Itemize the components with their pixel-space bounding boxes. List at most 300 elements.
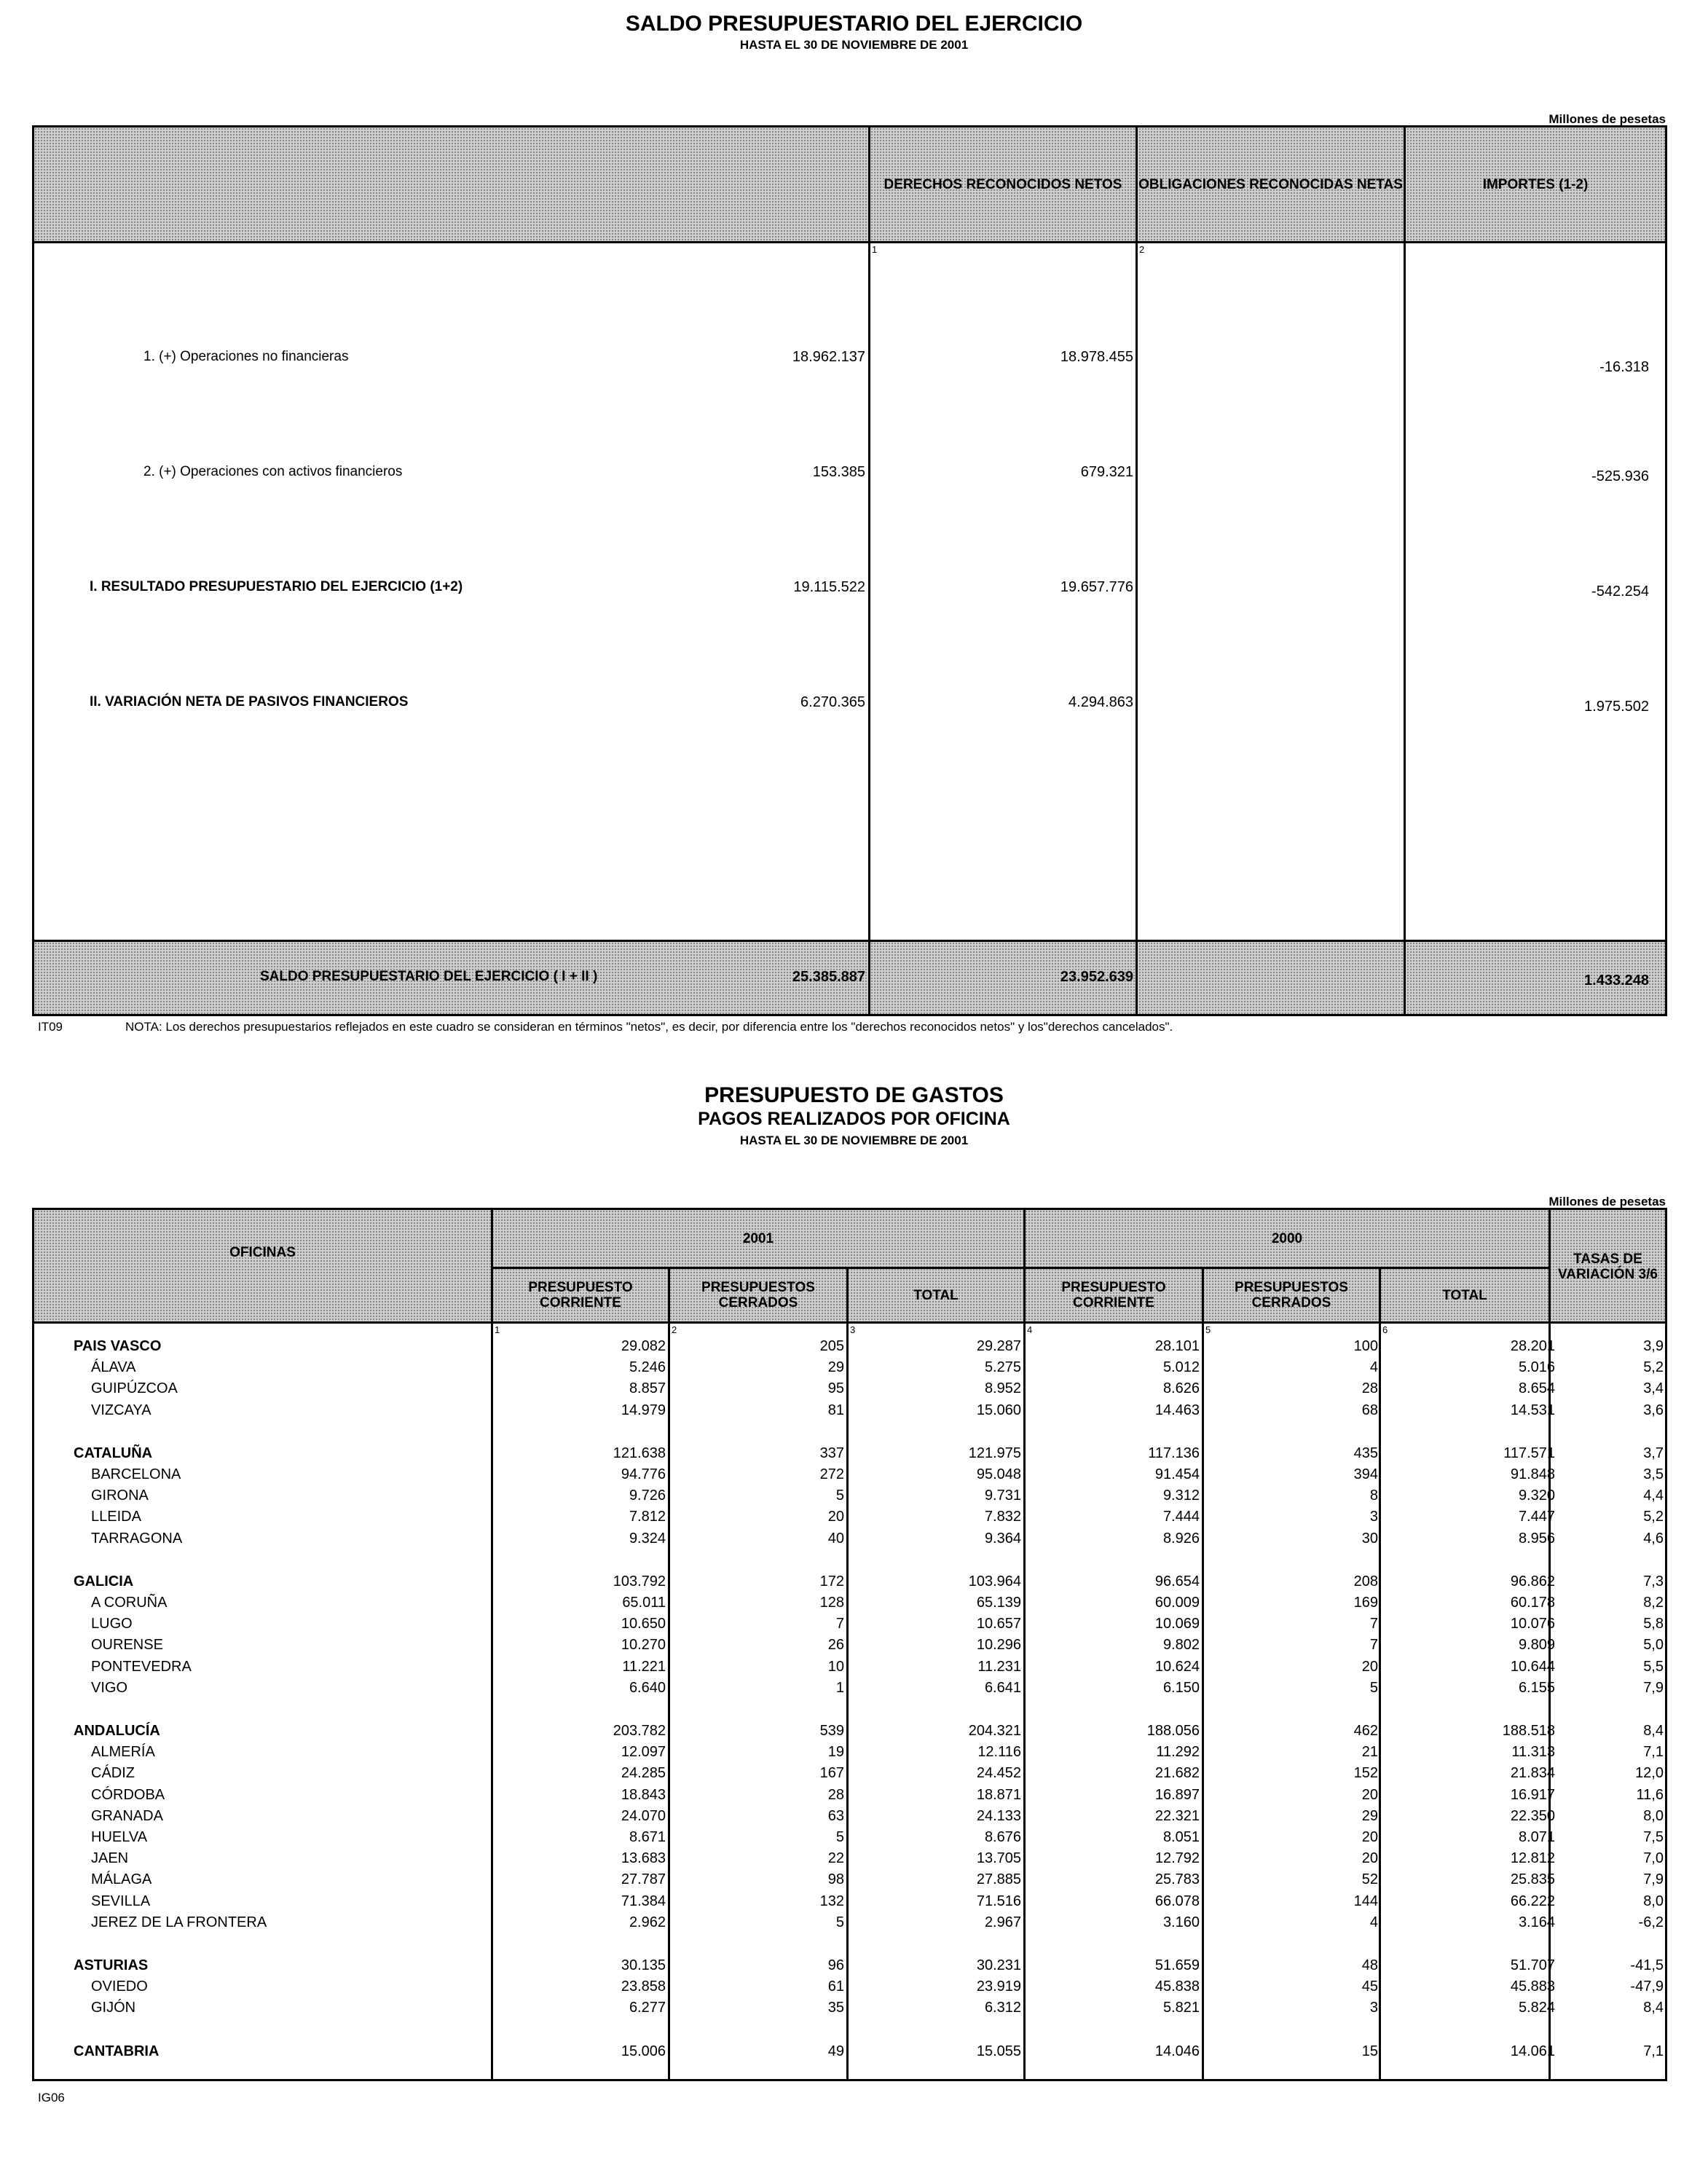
table-row [34,1723,1683,1744]
cell-corriente-2000: 60.009 [1154,1595,1200,1611]
cell-total-2001: 6.312 [984,2000,1021,2016]
cell-corriente-2001: 9.324 [629,1530,666,1547]
table-row [34,1744,1683,1765]
cell-cerrados-2000: 45 [1361,1978,1378,1995]
cell-total-2000: 7.447 [1518,1509,1555,1525]
cell-corriente-2001: 203.782 [613,1723,666,1739]
cell-corriente-2001: 6.640 [629,1679,666,1696]
cell-cerrados-2000: 462 [1353,1723,1378,1739]
cell-tasa-variacion: 4,4 [1643,1488,1664,1504]
oficina-name: VIZCAYA [91,1402,151,1418]
colnum-4: 4 [1027,1324,1033,1335]
cell-total-2001: 5.275 [984,1359,1021,1376]
cell-corriente-2001: 103.792 [613,1573,666,1589]
cell-total-2001: 9.364 [984,1530,1021,1547]
row-label: I. RESULTADO PRESUPUESTARIO DEL EJERCICIO (1+2) [90,579,463,594]
row-label: II. VARIACIÓN NETA DE PASIVOS FINANCIEROS [90,694,409,710]
cell-cerrados-2000: 15 [1361,2043,1378,2059]
row-label: 1. (+) Operaciones no financieras [143,349,349,364]
cell-cerrados-2001: 81 [827,1402,844,1418]
oficina-name: CATALUÑA [74,1445,153,1461]
cell-cerrados-2001: 19 [827,1744,844,1761]
cell-total-2001: 95.048 [976,1466,1021,1482]
cell-total-2000: 3.164 [1518,1914,1555,1930]
cell-total-2000: 12.812 [1510,1850,1555,1867]
oficina-name: CÓRDOBA [91,1786,165,1803]
table-row [34,1616,1683,1637]
oficina-name: OURENSE [91,1637,163,1654]
cell-corriente-2000: 7.444 [1162,1509,1200,1525]
cell-cerrados-2001: 272 [819,1466,844,1482]
oficina-name: JAEN [91,1850,129,1867]
cell-cerrados-2000: 21 [1361,1744,1378,1761]
cell-corriente-2001: 29.082 [621,1338,666,1354]
cell-total-2000: 11.313 [1511,1744,1555,1761]
table1-title: SALDO PRESUPUESTARIO DEL EJERCICIO [625,12,1083,36]
cell-total-2000: 22.350 [1510,1807,1555,1824]
row-importes: -525.936 [1591,468,1649,484]
cell-cerrados-2001: 5 [835,1914,844,1930]
cell-cerrados-2000: 394 [1353,1466,1378,1482]
cell-cerrados-2001: 128 [819,1595,844,1611]
cell-tasa-variacion: 4,6 [1643,1530,1664,1547]
cell-cerrados-2000: 4 [1369,1359,1378,1376]
cell-corriente-2000: 5.012 [1162,1359,1200,1376]
cell-corriente-2000: 14.463 [1154,1402,1200,1418]
cell-total-2000: 25.835 [1510,1871,1555,1888]
colnum-2: 2 [672,1324,677,1335]
colnum-5: 5 [1205,1324,1211,1335]
header-obligaciones: OBLIGACIONES RECONOCIDAS NETAS [1138,176,1403,192]
cell-tasa-variacion: 8,4 [1643,1723,1664,1739]
table-row [34,2000,1683,2021]
table-row [34,1359,1683,1380]
cell-corriente-2001: 5.246 [629,1359,666,1376]
cell-corriente-2001: 8.857 [629,1380,666,1397]
cell-cerrados-2000: 5 [1369,1679,1378,1696]
cell-cerrados-2000: 8 [1369,1488,1378,1504]
table-row [34,1957,1683,1978]
cell-tasa-variacion: 7,0 [1643,1850,1664,1867]
oficina-name: LLEIDA [91,1509,141,1525]
cell-tasa-variacion: 7,3 [1643,1573,1664,1589]
table-row [34,1829,1683,1850]
table-row [34,1680,1683,1701]
table-row [34,1509,1683,1530]
oficina-name: GIRONA [91,1488,149,1504]
table1-note: NOTA: Los derechos presupuestarios reflejados en este cuadro se consideran en términos "netos", es decir, por diferencia entre los "derechos reconocidos netos" y los"derechos cancelados". [125,1020,1173,1034]
cell-corriente-2000: 11.292 [1156,1744,1200,1761]
cell-tasa-variacion: 7,5 [1643,1829,1664,1845]
oficina-name: CÁDIZ [91,1765,135,1782]
cell-corriente-2000: 21.682 [1154,1765,1200,1782]
table1-code: IT09 [38,1020,63,1034]
table-row [34,2043,1683,2064]
cell-corriente-2000: 22.321 [1154,1807,1200,1824]
header-total-2000: TOTAL [1442,1287,1487,1303]
cell-cerrados-2000: 29 [1361,1807,1378,1824]
cell-total-2000: 5.016 [1518,1359,1555,1376]
cell-tasa-variacion: 3,7 [1643,1445,1664,1461]
table2-subtitle: PAGOS REALIZADOS POR OFICINA [698,1109,1010,1129]
cell-total-2001: 18.871 [976,1786,1021,1803]
cell-total-2001: 30.231 [976,1957,1021,1973]
header-year-2000: 2000 [1271,1230,1303,1246]
cell-tasa-variacion: 12,0 [1635,1765,1664,1782]
cell-cerrados-2001: 167 [819,1765,844,1782]
table-row [34,1338,1683,1359]
cell-cerrados-2000: 48 [1361,1957,1378,1973]
cell-tasa-variacion: 5,8 [1643,1616,1664,1632]
cell-total-2001: 121.975 [968,1445,1021,1461]
table2-code: IG06 [38,2091,65,2105]
cell-total-2000: 91.848 [1510,1466,1555,1482]
cell-tasa-variacion: 8,2 [1643,1595,1664,1611]
oficina-name: SEVILLA [91,1893,151,1909]
cell-corriente-2001: 10.270 [621,1637,666,1654]
cell-total-2001: 15.060 [976,1402,1021,1418]
table-row [34,1445,1683,1466]
colnum-1: 1 [872,244,878,255]
cell-cerrados-2001: 172 [819,1573,844,1589]
cell-cerrados-2001: 40 [827,1530,844,1547]
cell-total-2000: 96.862 [1510,1573,1555,1589]
cell-total-2000: 8.654 [1518,1380,1555,1397]
header-total-2001: TOTAL [913,1287,959,1303]
cell-total-2001: 204.321 [968,1723,1021,1739]
oficina-name: JEREZ DE LA FRONTERA [91,1914,267,1930]
cell-cerrados-2000: 169 [1353,1595,1378,1611]
cell-total-2001: 24.133 [976,1807,1021,1824]
oficina-name: BARCELONA [91,1466,181,1482]
cell-corriente-2000: 8.051 [1162,1829,1200,1845]
cell-corriente-2000: 117.136 [1148,1445,1200,1461]
cell-total-2001: 103.964 [968,1573,1021,1589]
oficina-name: LUGO [91,1616,133,1632]
cell-cerrados-2001: 49 [827,2043,844,2059]
cell-corriente-2001: 10.650 [621,1616,666,1632]
row-derechos: 19.115.522 [793,579,865,595]
cell-corriente-2001: 13.683 [621,1850,666,1867]
cell-corriente-2001: 14.979 [621,1402,666,1418]
cell-corriente-2000: 45.838 [1154,1978,1200,1995]
table-row [34,1380,1683,1402]
table2-units: Millones de pesetas [1548,1195,1666,1209]
header-year-2001: 2001 [742,1230,774,1246]
cell-cerrados-2000: 144 [1353,1893,1378,1909]
cell-cerrados-2001: 95 [827,1380,844,1397]
cell-corriente-2001: 11.221 [622,1658,666,1675]
oficina-name: PONTEVEDRA [91,1658,192,1675]
oficina-name: GRANADA [91,1807,163,1824]
cell-corriente-2000: 25.783 [1154,1871,1200,1888]
cell-total-2000: 9.320 [1518,1488,1555,1504]
cell-tasa-variacion: -6,2 [1638,1914,1664,1930]
row-label: 2. (+) Operaciones con activos financieros [143,464,403,479]
cell-tasa-variacion: 3,6 [1643,1402,1664,1418]
colnum-1: 1 [495,1324,500,1335]
table-row [34,1914,1683,1936]
oficina-name: GIJÓN [91,2000,136,2016]
row-obligaciones: 18.978.455 [1060,349,1133,365]
cell-tasa-variacion: 3,5 [1643,1466,1664,1482]
header-cerrados-2001: PRESUPUESTOS CERRADOS [701,1280,815,1310]
table-row [34,1978,1683,2000]
cell-corriente-2000: 9.312 [1162,1488,1200,1504]
oficina-name: CANTABRIA [74,2043,160,2059]
cell-total-2001: 2.967 [984,1914,1021,1930]
header-importes: IMPORTES (1-2) [1482,176,1589,192]
colnum-3: 3 [850,1324,856,1335]
cell-total-2001: 9.731 [984,1488,1021,1504]
cell-cerrados-2001: 1 [835,1679,844,1696]
oficina-name: GALICIA [74,1573,134,1589]
cell-cerrados-2001: 5 [835,1488,844,1504]
cell-total-2001: 8.676 [984,1829,1021,1845]
cell-corriente-2001: 30.135 [621,1957,666,1973]
cell-total-2001: 13.705 [976,1850,1021,1867]
cell-cerrados-2001: 63 [827,1807,844,1824]
cell-corriente-2000: 6.150 [1162,1679,1200,1696]
cell-corriente-2000: 28.101 [1154,1338,1200,1354]
row-obligaciones: 4.294.863 [1069,694,1133,710]
cell-total-2001: 7.832 [984,1509,1021,1525]
table-row [34,1871,1683,1893]
cell-total-2000: 6.155 [1518,1679,1555,1696]
cell-cerrados-2000: 3 [1369,2000,1378,2016]
cell-corriente-2000: 10.069 [1154,1616,1200,1632]
row-importes: -542.254 [1591,583,1649,600]
cell-total-2000: 188.518 [1502,1723,1555,1739]
cell-total-2001: 71.516 [976,1893,1021,1909]
cell-corriente-2001: 27.787 [621,1871,666,1888]
cell-cerrados-2000: 208 [1353,1573,1378,1589]
oficina-name: ALMERÍA [91,1744,155,1761]
cell-total-2001: 29.287 [976,1338,1021,1354]
cell-corriente-2001: 7.812 [629,1509,666,1525]
cell-total-2000: 60.178 [1510,1595,1555,1611]
cell-cerrados-2001: 35 [827,2000,844,2016]
table-row [34,1637,1683,1658]
cell-total-2001: 10.657 [976,1616,1021,1632]
oficina-name: ASTURIAS [74,1957,149,1973]
cell-corriente-2001: 9.726 [629,1488,666,1504]
oficina-name: VIGO [91,1679,128,1696]
row-derechos: 6.270.365 [800,694,865,710]
table-row [34,1488,1683,1509]
cell-total-2000: 10.076 [1510,1616,1555,1632]
table-row [34,1402,1683,1423]
cell-corriente-2001: 121.638 [613,1445,666,1461]
table-row [34,1765,1683,1786]
cell-tasa-variacion: 7,1 [1643,2043,1664,2059]
oficina-name: ÁLAVA [91,1359,136,1376]
cell-cerrados-2000: 68 [1361,1402,1378,1418]
cell-cerrados-2001: 205 [819,1338,844,1354]
cell-tasa-variacion: 7,9 [1643,1679,1664,1696]
cell-total-2000: 117.571 [1503,1445,1555,1461]
cell-cerrados-2001: 61 [827,1978,844,1995]
cell-corriente-2001: 65.011 [622,1595,666,1611]
total-obligaciones: 23.952.639 [1060,969,1133,985]
cell-total-2000: 9.809 [1518,1637,1555,1654]
header-cerrados-2000: PRESUPUESTOS CERRADOS [1235,1280,1348,1310]
cell-tasa-variacion: 7,9 [1643,1871,1664,1888]
cell-total-2000: 21.834 [1510,1765,1555,1782]
cell-cerrados-2000: 100 [1353,1338,1378,1354]
cell-total-2001: 11.231 [977,1658,1021,1675]
cell-cerrados-2001: 29 [827,1359,844,1376]
oficina-name: GUIPÚZCOA [91,1380,178,1397]
cell-total-2001: 6.641 [984,1679,1021,1696]
header-corriente-2000: PRESUPUESTO CORRIENTE [1061,1280,1166,1310]
cell-cerrados-2000: 28 [1361,1380,1378,1397]
cell-corriente-2000: 8.926 [1162,1530,1200,1547]
table-row [34,1850,1683,1871]
cell-cerrados-2000: 7 [1369,1616,1378,1632]
cell-total-2000: 14.061 [1510,2043,1555,2059]
cell-cerrados-2001: 132 [819,1893,844,1909]
cell-tasa-variacion: 5,2 [1643,1509,1664,1525]
oficina-name: A CORUÑA [91,1595,168,1611]
total-importes: 1.433.248 [1584,972,1649,989]
table-row [34,1466,1683,1488]
table1 [32,125,1667,1016]
cell-cerrados-2001: 26 [827,1637,844,1654]
cell-total-2000: 28.201 [1510,1338,1555,1354]
cell-cerrados-2001: 20 [827,1509,844,1525]
cell-cerrados-2000: 52 [1361,1871,1378,1888]
header-corriente-2001: PRESUPUESTO CORRIENTE [528,1280,633,1310]
total-label: SALDO PRESUPUESTARIO DEL EJERCICIO ( I + II ) [260,969,598,984]
cell-cerrados-2000: 7 [1369,1637,1378,1654]
cell-tasa-variacion: 8,0 [1643,1893,1664,1909]
table2 [32,1208,1667,2081]
cell-corriente-2000: 12.792 [1154,1850,1200,1867]
cell-total-2001: 10.296 [976,1637,1021,1654]
cell-corriente-2000: 51.659 [1154,1957,1200,1973]
row-derechos: 18.962.137 [792,349,865,365]
cell-tasa-variacion: 11,6 [1636,1786,1664,1803]
cell-corriente-2000: 5.821 [1162,2000,1200,2016]
cell-cerrados-2001: 7 [835,1616,844,1632]
cell-tasa-variacion: 5,2 [1643,1359,1664,1376]
table2-date: HASTA EL 30 DE NOVIEMBRE DE 2001 [739,1133,969,1147]
cell-total-2001: 8.952 [984,1380,1021,1397]
cell-total-2000: 8.956 [1518,1530,1555,1547]
cell-corriente-2000: 96.654 [1154,1573,1200,1589]
cell-corriente-2000: 91.454 [1154,1466,1200,1482]
cell-cerrados-2000: 152 [1353,1765,1378,1782]
cell-total-2001: 23.919 [976,1978,1021,1995]
cell-corriente-2001: 15.006 [621,2043,666,2059]
row-obligaciones: 679.321 [1080,464,1133,480]
oficina-name: PAIS VASCO [74,1338,162,1354]
cell-total-2001: 27.885 [976,1871,1021,1888]
table1-subtitle: HASTA EL 30 DE NOVIEMBRE DE 2001 [739,38,969,52]
cell-corriente-2001: 12.097 [621,1744,666,1761]
row-derechos: 153.385 [812,464,865,480]
cell-corriente-2001: 18.843 [621,1786,666,1803]
cell-cerrados-2000: 4 [1369,1914,1378,1930]
cell-cerrados-2001: 22 [827,1850,844,1867]
table-row [34,1893,1683,1914]
cell-cerrados-2001: 337 [819,1445,844,1461]
cell-cerrados-2001: 10 [827,1658,844,1675]
table2-title: PRESUPUESTO DE GASTOS [704,1083,1004,1107]
cell-corriente-2001: 6.277 [629,2000,666,2016]
table-row [34,1787,1683,1808]
total-derechos: 25.385.887 [792,969,865,985]
cell-total-2001: 12.116 [977,1744,1021,1761]
cell-cerrados-2001: 5 [835,1829,844,1845]
cell-corriente-2000: 14.046 [1154,2043,1200,2059]
cell-corriente-2001: 2.962 [629,1914,666,1930]
table-row [34,1573,1683,1595]
table2-body [34,1338,1665,2074]
cell-corriente-2001: 24.285 [621,1765,666,1782]
header-derechos: DERECHOS RECONOCIDOS NETOS [883,176,1122,192]
cell-total-2001: 15.055 [976,2043,1021,2059]
cell-cerrados-2001: 98 [827,1871,844,1888]
row-importes: -16.318 [1599,359,1649,375]
cell-tasa-variacion: 3,4 [1643,1380,1664,1397]
colnum-2: 2 [1139,244,1145,255]
cell-corriente-2001: 23.858 [621,1978,666,1995]
cell-cerrados-2001: 96 [827,1957,844,1973]
cell-cerrados-2000: 20 [1361,1829,1378,1845]
cell-corriente-2000: 66.078 [1154,1893,1200,1909]
colnum-6: 6 [1382,1324,1388,1335]
cell-corriente-2000: 16.897 [1154,1786,1200,1803]
header-oficinas: OFICINAS [229,1244,296,1260]
cell-total-2000: 45.883 [1510,1978,1555,1995]
cell-corriente-2001: 71.384 [621,1893,666,1909]
cell-corriente-2000: 3.160 [1162,1914,1200,1930]
cell-cerrados-2001: 539 [819,1723,844,1739]
cell-total-2000: 16.917 [1510,1786,1555,1803]
cell-corriente-2001: 8.671 [629,1829,666,1845]
cell-tasa-variacion: 7,1 [1643,1744,1664,1761]
cell-corriente-2000: 188.056 [1146,1723,1200,1739]
cell-corriente-2000: 8.626 [1162,1380,1200,1397]
oficina-name: MÁLAGA [91,1871,152,1888]
cell-tasa-variacion: -41,5 [1630,1957,1664,1973]
cell-tasa-variacion: 8,0 [1643,1807,1664,1824]
cell-tasa-variacion: -47,9 [1630,1978,1664,1995]
row-obligaciones: 19.657.776 [1060,579,1133,595]
cell-cerrados-2000: 20 [1361,1786,1378,1803]
cell-total-2000: 66.222 [1510,1893,1555,1909]
cell-total-2000: 5.824 [1518,2000,1555,2016]
cell-total-2001: 65.139 [976,1595,1021,1611]
cell-total-2000: 8.071 [1518,1829,1555,1845]
cell-total-2000: 51.707 [1510,1957,1555,1973]
table-row [34,1595,1683,1616]
row-importes: 1.975.502 [1584,699,1649,715]
table1-units: Millones de pesetas [1548,112,1666,126]
cell-total-2000: 10.644 [1510,1658,1555,1675]
cell-cerrados-2000: 20 [1361,1658,1378,1675]
cell-corriente-2000: 9.802 [1162,1637,1200,1654]
cell-tasa-variacion: 5,5 [1643,1658,1664,1675]
table-row [34,1659,1683,1680]
cell-cerrados-2000: 20 [1361,1850,1378,1867]
cell-corriente-2001: 24.070 [621,1807,666,1824]
oficina-name: OVIEDO [91,1978,148,1995]
oficina-name: TARRAGONA [91,1530,183,1547]
cell-total-2001: 24.452 [976,1765,1021,1782]
